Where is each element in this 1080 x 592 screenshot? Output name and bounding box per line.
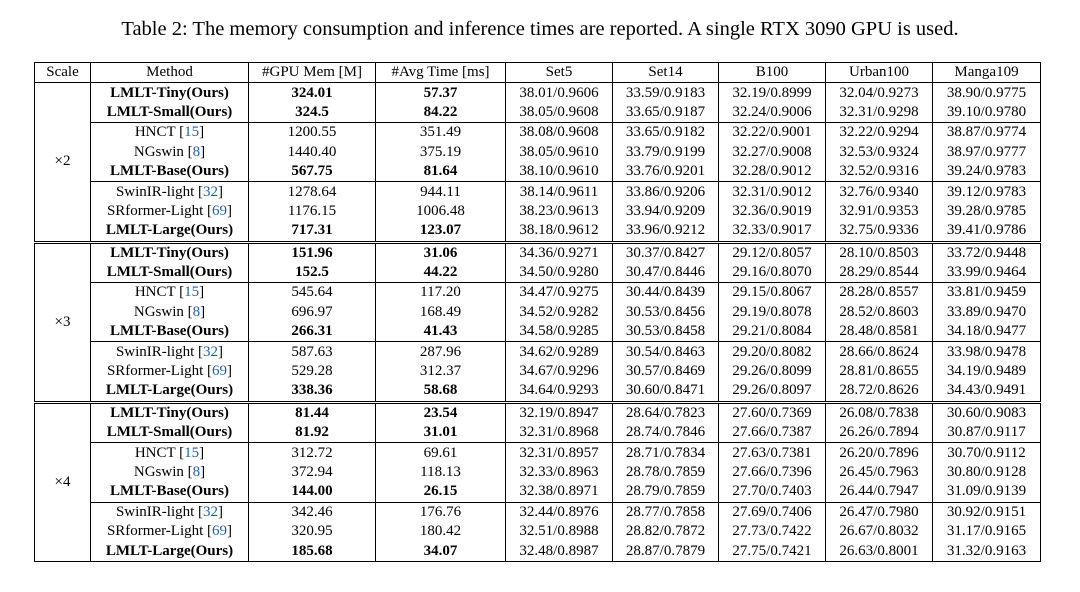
set14-cell: 33.65/0.9182 [613,123,719,143]
results-table [34,62,1041,562]
b100-cell: 32.28/0.9012 [719,162,826,182]
set14-cell: 33.79/0.9199 [613,143,719,162]
manga109-cell: 30.60/0.9083 [933,402,1041,423]
manga109-cell: 33.99/0.9464 [933,263,1041,283]
method-name: NGswin [133,303,184,320]
gpu-mem-cell: 545.64 [249,283,376,303]
method-name: LMLT-Large(Ours) [105,542,234,559]
method-cell: NGswin [8] [91,143,249,162]
avg-time-cell: 351.49 [376,123,506,143]
citation-link[interactable]: 8 [192,143,201,160]
table-row [35,443,1041,463]
b100-cell: 27.75/0.7421 [719,541,826,561]
set5-cell: 38.05/0.9608 [506,103,613,123]
avg-time-cell: 26.15 [376,482,506,502]
avg-time-cell: 23.54 [376,402,506,423]
table-row [35,162,1041,182]
urban100-cell: 28.10/0.8503 [826,242,933,263]
gpu-mem-cell: 1440.40 [249,143,376,162]
avg-time-cell: 84.22 [376,103,506,123]
avg-time-cell: 287.96 [376,342,506,362]
b100-cell: 27.70/0.7403 [719,482,826,502]
manga109-cell: 33.72/0.9448 [933,242,1041,263]
citation-link[interactable]: 69 [212,363,228,380]
set14-cell: 30.60/0.8471 [613,381,719,402]
b100-cell: 32.27/0.9008 [719,143,826,162]
header-b100: B100 [719,63,826,83]
set14-cell: 33.76/0.9201 [613,162,719,182]
set14-cell: 28.77/0.7858 [613,502,719,522]
manga109-cell: 33.98/0.9478 [933,342,1041,362]
method-name: HNCT [134,284,176,301]
urban100-cell: 32.04/0.9273 [826,83,933,103]
table-row [35,342,1041,362]
gpu-mem-cell: 324.5 [249,103,376,123]
set14-cell: 33.65/0.9187 [613,103,719,123]
set5-cell: 34.62/0.9289 [506,342,613,362]
table-row [35,381,1041,402]
manga109-cell: 38.87/0.9774 [933,123,1041,143]
manga109-cell: 31.32/0.9163 [933,541,1041,561]
table-row [35,522,1041,541]
header-scale: Scale [35,63,91,83]
header-set5: Set5 [506,63,613,83]
method-name: SRformer-Light [106,363,204,380]
table-row [35,541,1041,561]
set5-cell: 38.10/0.9610 [506,162,613,182]
manga109-cell: 39.28/0.9785 [933,202,1041,221]
method-cell [91,381,249,402]
method-cell [91,263,249,283]
table-row [35,123,1041,143]
b100-cell: 29.15/0.8067 [719,283,826,303]
gpu-mem-cell: 372.94 [249,463,376,482]
b100-cell: 32.19/0.8999 [719,83,826,103]
set5-cell: 34.67/0.9296 [506,362,613,381]
b100-cell: 29.20/0.8082 [719,342,826,362]
urban100-cell: 26.63/0.8001 [826,541,933,561]
table-row [35,263,1041,283]
method-name: LMLT-Base(Ours) [110,323,229,340]
set5-cell: 38.01/0.9606 [506,83,613,103]
b100-cell: 32.22/0.9001 [719,123,826,143]
gpu-mem-cell: 567.75 [249,162,376,182]
avg-time-cell: 180.42 [376,522,506,541]
method-cell [91,402,249,423]
urban100-cell: 28.48/0.8581 [826,322,933,342]
b100-cell: 32.33/0.9017 [719,221,826,242]
manga109-cell: 38.97/0.9777 [933,143,1041,162]
header-gpu-mem: #GPU Mem [M] [249,63,376,83]
urban100-cell: 26.44/0.7947 [826,482,933,502]
urban100-cell: 32.52/0.9316 [826,162,933,182]
method-cell: SwinIR-light [32] [91,182,249,202]
avg-time-cell: 944.11 [376,182,506,202]
method-cell: SwinIR-light [32] [91,502,249,522]
header-avg-time: #Avg Time [ms] [376,63,506,83]
method-name: SwinIR-light [115,503,195,520]
gpu-mem-cell: 81.44 [249,402,376,423]
manga109-cell: 31.17/0.9165 [933,522,1041,541]
avg-time-cell: 31.06 [376,242,506,263]
method-cell [91,103,249,123]
avg-time-cell: 117.20 [376,283,506,303]
method-name: NGswin [133,464,184,480]
table-row [35,103,1041,123]
method-name: LMLT-Small(Ours) [106,264,233,281]
method-name: LMLT-Large(Ours) [105,382,234,399]
avg-time-cell: 44.22 [376,263,506,283]
avg-time-cell: 375.19 [376,143,506,162]
set5-cell: 32.19/0.8947 [506,402,613,423]
method-name: HNCT [134,444,176,461]
method-cell: NGswin [8] [91,303,249,322]
table-caption: Table 2: The memory consumption and inference times are reported. A single RTX 3090 GPU is used. [121,18,959,40]
set14-cell: 33.96/0.9212 [613,221,719,242]
table-row [35,423,1041,443]
avg-time-cell: 69.61 [376,443,506,463]
avg-time-cell: 58.68 [376,381,506,402]
manga109-cell: 31.09/0.9139 [933,482,1041,502]
method-name: SwinIR-light [115,343,195,360]
method-cell [91,482,249,502]
table-row [35,221,1041,242]
method-name: NGswin [133,143,184,160]
manga109-cell: 39.12/0.9783 [933,182,1041,202]
method-name: LMLT-Tiny(Ours) [110,84,229,101]
set5-cell: 32.38/0.8971 [506,482,613,502]
set14-cell: 30.57/0.8469 [613,362,719,381]
table-row [35,242,1041,263]
urban100-cell: 28.72/0.8626 [826,381,933,402]
scale-cell: ×2 [35,83,91,242]
urban100-cell: 32.75/0.9336 [826,221,933,242]
b100-cell: 29.12/0.8057 [719,242,826,263]
set5-cell: 32.31/0.8957 [506,443,613,463]
manga109-cell: 30.80/0.9128 [933,463,1041,482]
avg-time-cell: 118.13 [376,463,506,482]
table-row [35,143,1041,162]
method-cell [91,162,249,182]
urban100-cell: 32.31/0.9298 [826,103,933,123]
set5-cell: 38.18/0.9612 [506,221,613,242]
method-cell: SRformer-Light [69] [91,202,249,221]
urban100-cell: 32.22/0.9294 [826,123,933,143]
table-row [35,502,1041,522]
gpu-mem-cell: 1176.15 [249,202,376,221]
gpu-mem-cell: 312.72 [249,443,376,463]
avg-time-cell: 1006.48 [376,202,506,221]
header-method: Method [91,63,249,83]
method-name: LMLT-Large(Ours) [105,222,234,239]
manga109-cell: 39.41/0.9786 [933,221,1041,242]
avg-time-cell: 34.07 [376,541,506,561]
urban100-cell: 26.08/0.7838 [826,402,933,423]
header-set14: Set14 [613,63,719,83]
urban100-cell: 26.45/0.7963 [826,463,933,482]
manga109-cell: 34.19/0.9489 [933,362,1041,381]
citation-link[interactable]: 15 [184,444,200,461]
urban100-cell: 26.26/0.7894 [826,423,933,443]
set5-cell: 38.14/0.9611 [506,182,613,202]
scale-cell: ×3 [35,242,91,402]
urban100-cell: 26.47/0.7980 [826,502,933,522]
table-row [35,283,1041,303]
method-name: LMLT-Small(Ours) [106,103,233,120]
b100-cell: 29.26/0.8097 [719,381,826,402]
method-cell: SRformer-Light [69] [91,522,249,541]
set5-cell: 34.58/0.9285 [506,322,613,342]
method-cell: NGswin [8] [91,463,249,482]
manga109-cell: 38.90/0.9775 [933,83,1041,103]
method-cell [91,83,249,103]
header-manga109: Manga109 [933,63,1041,83]
set14-cell: 33.86/0.9206 [613,182,719,202]
avg-time-cell: 168.49 [376,303,506,322]
table-row [35,182,1041,202]
citation-link[interactable]: 15 [184,124,200,141]
method-name: HNCT [134,124,176,141]
table-body [35,83,1041,561]
urban100-cell: 28.66/0.8624 [826,342,933,362]
avg-time-cell: 312.37 [376,362,506,381]
set14-cell: 30.53/0.8458 [613,322,719,342]
b100-cell: 27.63/0.7381 [719,443,826,463]
gpu-mem-cell: 320.95 [249,522,376,541]
set5-cell: 32.48/0.8987 [506,541,613,561]
citation-link[interactable]: 69 [212,202,228,219]
table-row [35,303,1041,322]
manga109-cell: 33.81/0.9459 [933,283,1041,303]
set5-cell: 34.64/0.9293 [506,381,613,402]
method-cell [91,322,249,342]
urban100-cell: 32.76/0.9340 [826,182,933,202]
manga109-cell: 30.87/0.9117 [933,423,1041,443]
method-cell: HNCT [15] [91,283,249,303]
b100-cell: 32.36/0.9019 [719,202,826,221]
set14-cell: 28.74/0.7846 [613,423,719,443]
set5-cell: 34.50/0.9280 [506,263,613,283]
gpu-mem-cell: 696.97 [249,303,376,322]
urban100-cell: 26.20/0.7896 [826,443,933,463]
b100-cell: 29.21/0.8084 [719,322,826,342]
method-cell [91,221,249,242]
gpu-mem-cell: 717.31 [249,221,376,242]
set14-cell: 30.53/0.8456 [613,303,719,322]
gpu-mem-cell: 185.68 [249,541,376,561]
avg-time-cell: 81.64 [376,162,506,182]
b100-cell: 29.19/0.8078 [719,303,826,322]
gpu-mem-cell: 81.92 [249,423,376,443]
method-name: SRformer-Light [106,523,204,540]
citation-link[interactable]: 8 [192,464,201,480]
manga109-cell: 30.70/0.9112 [933,443,1041,463]
method-cell [91,242,249,263]
urban100-cell: 28.81/0.8655 [826,362,933,381]
method-name: SRformer-Light [106,202,204,219]
set5-cell: 32.51/0.8988 [506,522,613,541]
set5-cell: 32.31/0.8968 [506,423,613,443]
avg-time-cell: 123.07 [376,221,506,242]
set14-cell: 33.59/0.9183 [613,83,719,103]
set14-cell: 28.78/0.7859 [613,463,719,482]
b100-cell: 32.31/0.9012 [719,182,826,202]
method-name: SwinIR-light [115,183,195,200]
gpu-mem-cell: 342.46 [249,502,376,522]
gpu-mem-cell: 152.5 [249,263,376,283]
method-name: LMLT-Tiny(Ours) [110,404,229,421]
b100-cell: 27.60/0.7369 [719,402,826,423]
set5-cell: 32.44/0.8976 [506,502,613,522]
urban100-cell: 28.52/0.8603 [826,303,933,322]
method-cell: SRformer-Light [69] [91,362,249,381]
scale-cell: ×4 [35,402,91,561]
set14-cell: 28.79/0.7859 [613,482,719,502]
urban100-cell: 32.53/0.9324 [826,143,933,162]
set5-cell: 34.47/0.9275 [506,283,613,303]
urban100-cell: 28.29/0.8544 [826,263,933,283]
avg-time-cell: 41.43 [376,322,506,342]
set5-cell: 32.33/0.8963 [506,463,613,482]
gpu-mem-cell: 587.63 [249,342,376,362]
b100-cell: 27.66/0.7387 [719,423,826,443]
b100-cell: 27.73/0.7422 [719,522,826,541]
citation-link[interactable]: 8 [192,303,201,320]
gpu-mem-cell: 151.96 [249,242,376,263]
manga109-cell: 39.10/0.9780 [933,103,1041,123]
urban100-cell: 32.91/0.9353 [826,202,933,221]
header-urban100: Urban100 [826,63,933,83]
method-name: LMLT-Small(Ours) [106,424,233,441]
manga109-cell: 34.18/0.9477 [933,322,1041,342]
manga109-cell: 30.92/0.9151 [933,502,1041,522]
manga109-cell: 39.24/0.9783 [933,162,1041,182]
urban100-cell: 28.28/0.8557 [826,283,933,303]
b100-cell: 32.24/0.9006 [719,103,826,123]
gpu-mem-cell: 1200.55 [249,123,376,143]
manga109-cell: 33.89/0.9470 [933,303,1041,322]
citation-link[interactable]: 32 [203,343,219,360]
set14-cell: 33.94/0.9209 [613,202,719,221]
method-cell [91,423,249,443]
manga109-cell: 34.43/0.9491 [933,381,1041,402]
gpu-mem-cell: 338.36 [249,381,376,402]
b100-cell: 29.26/0.8099 [719,362,826,381]
b100-cell: 27.66/0.7396 [719,463,826,482]
table-row [35,482,1041,502]
urban100-cell: 26.67/0.8032 [826,522,933,541]
method-name: LMLT-Tiny(Ours) [110,244,229,261]
gpu-mem-cell: 266.31 [249,322,376,342]
table-row [35,463,1041,482]
gpu-mem-cell: 144.00 [249,482,376,502]
set5-cell: 38.05/0.9610 [506,143,613,162]
header-row [35,63,1041,83]
table-row [35,322,1041,342]
set5-cell: 34.52/0.9282 [506,303,613,322]
method-cell: HNCT [15] [91,123,249,143]
method-cell: SwinIR-light [32] [91,342,249,362]
set5-cell: 34.36/0.9271 [506,242,613,263]
citation-link[interactable]: 15 [184,284,200,301]
gpu-mem-cell: 1278.64 [249,182,376,202]
citation-link[interactable]: 69 [212,523,228,540]
table-row [35,362,1041,381]
b100-cell: 29.16/0.8070 [719,263,826,283]
gpu-mem-cell: 529.28 [249,362,376,381]
set14-cell: 30.37/0.8427 [613,242,719,263]
set14-cell: 28.82/0.7872 [613,522,719,541]
method-cell: HNCT [15] [91,443,249,463]
table-row [35,202,1041,221]
set14-cell: 28.87/0.7879 [613,541,719,561]
b100-cell: 27.69/0.7406 [719,502,826,522]
table-row [35,402,1041,423]
avg-time-cell: 31.01 [376,423,506,443]
set14-cell: 28.71/0.7834 [613,443,719,463]
set14-cell: 28.64/0.7823 [613,402,719,423]
set14-cell: 30.47/0.8446 [613,263,719,283]
set14-cell: 30.44/0.8439 [613,283,719,303]
set14-cell: 30.54/0.8463 [613,342,719,362]
citation-link[interactable]: 32 [203,183,219,200]
citation-link[interactable]: 32 [203,503,219,520]
method-name: LMLT-Base(Ours) [110,483,229,500]
set5-cell: 38.08/0.9608 [506,123,613,143]
avg-time-cell: 57.37 [376,83,506,103]
gpu-mem-cell: 324.01 [249,83,376,103]
avg-time-cell: 176.76 [376,502,506,522]
set5-cell: 38.23/0.9613 [506,202,613,221]
method-cell [91,541,249,561]
table-row [35,83,1041,103]
method-name: LMLT-Base(Ours) [110,163,229,180]
